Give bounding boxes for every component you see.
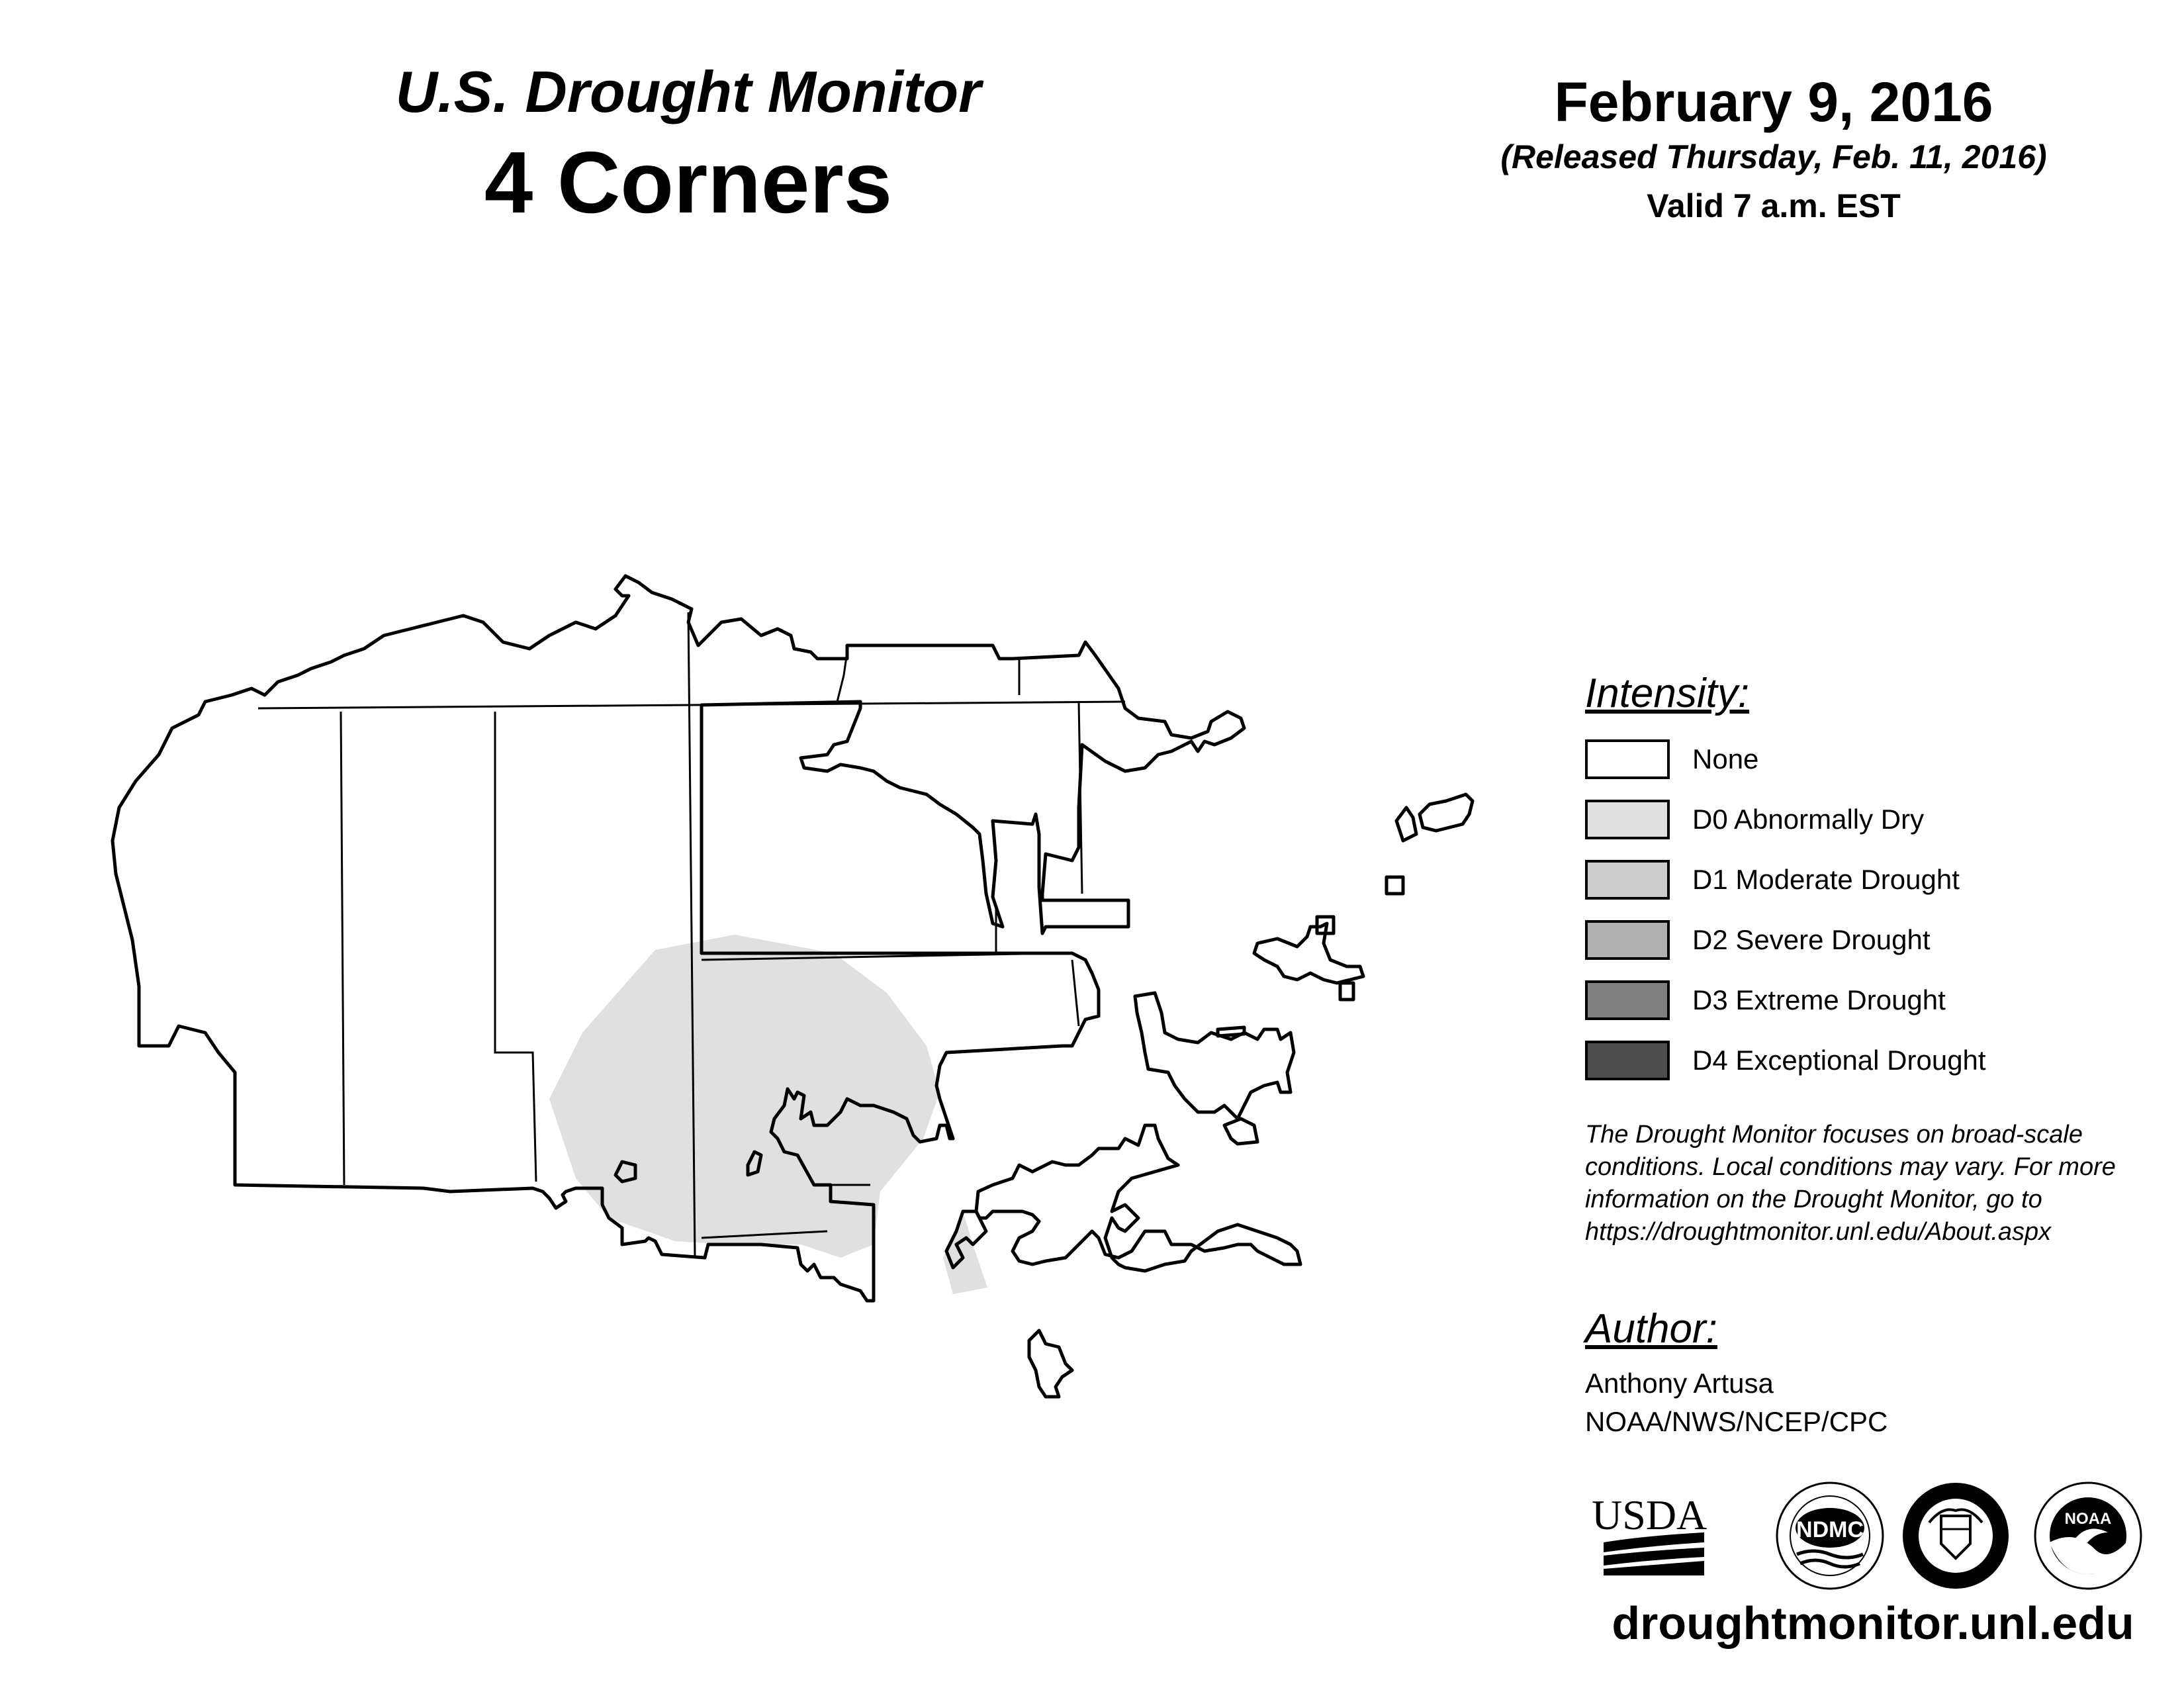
valid-time: Valid 7 a.m. EST [1647, 187, 1901, 224]
noaa-logo [2035, 1483, 2141, 1589]
release-date: (Released Thursday, Feb. 11, 2016) [1500, 138, 2047, 175]
disclaimer-note: The Drought Monitor focuses on broad-scale conditions. Local conditions may vary. For more information on the Drought Monitor, go to https://droughtmonitor.unl.edu/About.aspx [1585, 1121, 2116, 1246]
legend-swatch [1585, 980, 1670, 1020]
map-date: February 9, 2016 [1554, 71, 1993, 133]
ndmc-logo-text: NDMC [1796, 1517, 1864, 1542]
legend-label: D0 Abnormally Dry [1692, 804, 1925, 835]
legend-label: D4 Exceptional Drought [1692, 1045, 1986, 1076]
usda-logo [1592, 1491, 1707, 1575]
author-org: NOAA/NWS/NCEP/CPC [1585, 1406, 1888, 1437]
commerce-seal-logo [1903, 1483, 2009, 1589]
ndmc-logo [1777, 1483, 1883, 1589]
legend-label: D2 Severe Drought [1692, 924, 1931, 955]
website-url[interactable]: droughtmonitor.unl.edu [1612, 1597, 2134, 1649]
legend-label: D1 Moderate Drought [1692, 864, 1960, 895]
legend-label: None [1692, 743, 1759, 774]
partner-logos [1585, 1476, 2167, 1609]
noaa-logo-text: NOAA [2064, 1510, 2112, 1528]
legend-heading: Intensity: [1585, 671, 1750, 716]
legend-swatch [1585, 860, 1670, 900]
region-title: 4 Corners [484, 134, 893, 231]
legend-swatch [1585, 1041, 1670, 1080]
legend-swatch [1585, 800, 1670, 839]
legend-label: D3 Extreme Drought [1692, 984, 1946, 1015]
author-name: Anthony Artusa [1585, 1368, 1774, 1399]
usda-logo-text: USDA [1592, 1491, 1707, 1538]
legend-swatch [1585, 739, 1670, 779]
map-title: U.S. Drought Monitor [395, 59, 981, 124]
d0-drought-area [549, 935, 940, 1258]
author-heading: Author: [1585, 1306, 1717, 1352]
legend-swatch [1585, 920, 1670, 960]
